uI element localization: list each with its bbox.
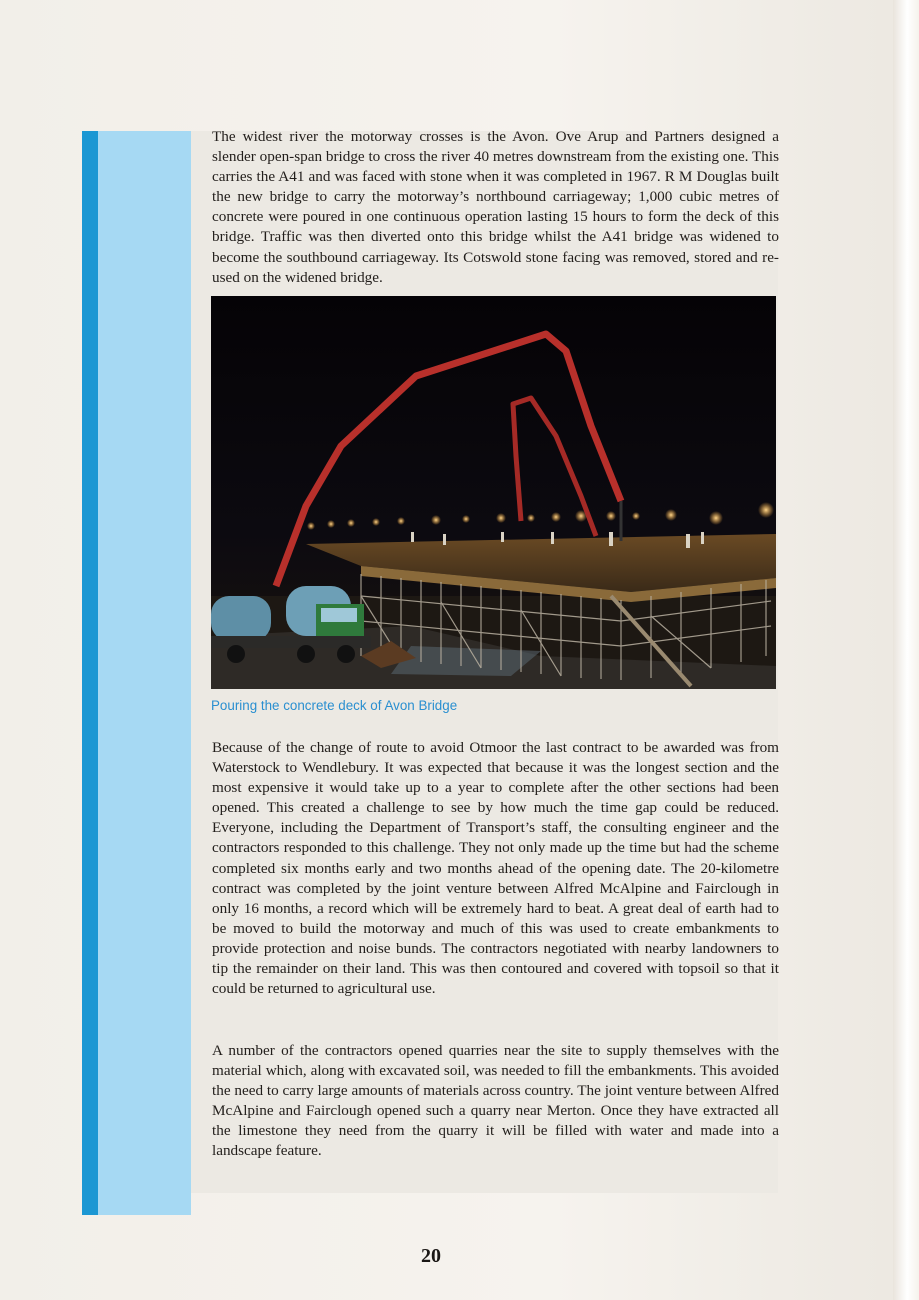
page-edge	[893, 0, 919, 1300]
paragraph-avon-bridge: The widest river the motorway crosses is the Avon. Ove Arup and Partners designed a slender open-span bridge to cross the river 40 metres downstream from the existing one. This carries the A41 and was faced with stone when it was completed in 1967. R M Douglas built the new bridge to carry the motorway’s northbound carriageway; 1,000 cubic metres of concrete were poured in one continuous operation lasting 15 hours to form the deck of this bridge. Traffic was then diverted onto this bridge whilst the A41 bridge was widened to become the southbound carriageway. Its Cotswold stone facing was removed, stored and re-used on the widened bridge.	[212, 128, 780, 286]
light-blue-margin-band	[98, 131, 191, 1215]
page-number: 20	[421, 1245, 441, 1267]
blue-margin-stripe	[82, 131, 98, 1215]
paragraph-quarries: A number of the contractors opened quarries near the site to supply themselves with the material which, along with excavated soil, was needed to fill the embankments. This avoided the need to carry large amounts of materials across country. The joint venture between Alfred McAlpine and Fairclough opened such a quarry near Merton. Once they have extracted all the limestone they need from the quarry it will be filled with water and made into a landscape feature.	[212, 1042, 779, 1160]
paragraph-waterstock-wendlebury: Because of the change of route to avoid Otmoor the last contract to be awarded was from Waterstock to Wendlebury. It was expected that because it was the longest section and the most expensive it would take up to a year to complete after the other sections had been opened. This created a challenge to see by how much the time gap could be reduced. Everyone, including the Department of Transport’s staff, the consulting engineer and the contractors responded to this challenge. They not only made up the time but had the scheme completed six months early and two months ahead of the opening date. The 20-kilometre contract was completed by the joint venture between Alfred McAlpine and Fairclough in only 16 months, a record which will be extremely hard to beat. A great deal of earth had to be moved to build the motorway and much of this was used to create embankments to provide protection and noise bunds. The contractors negotiated with nearby landowners to tip the remainder on their land. This was then contoured and covered with topsoil so that it could be returned to agricultural use.	[212, 739, 779, 998]
photo-caption: Pouring the concrete deck of Avon Bridge	[211, 698, 458, 713]
photo-avon-bridge-night-pour	[211, 296, 776, 689]
